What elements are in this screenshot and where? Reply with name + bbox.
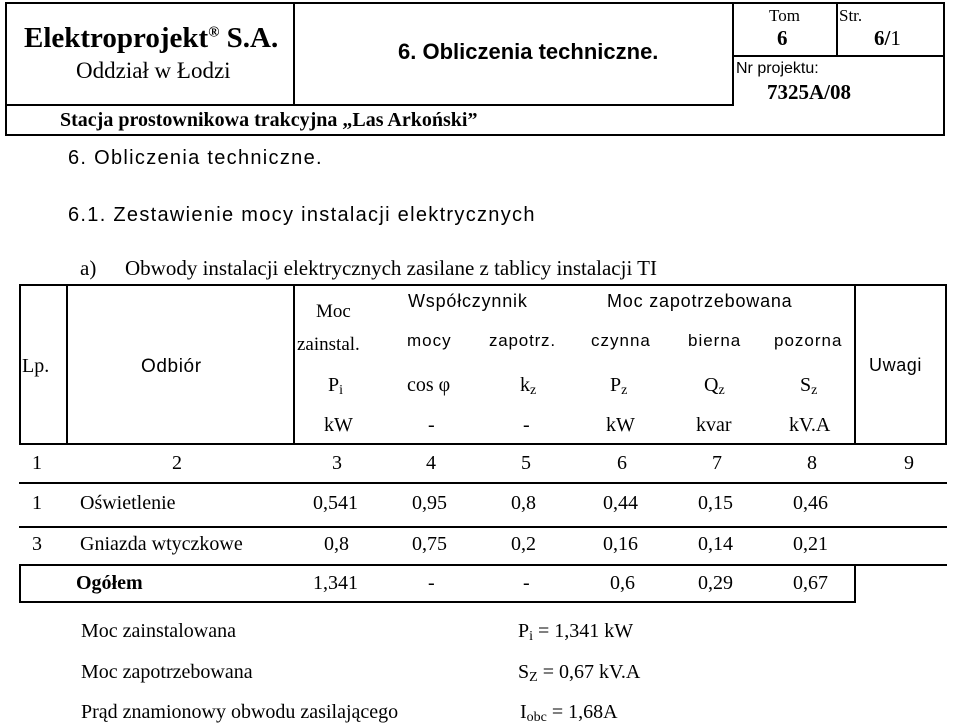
row-kz: 0,8 — [511, 492, 536, 514]
section-title: 6. Obliczenia techniczne. — [398, 39, 659, 64]
colnum-9: 9 — [904, 452, 914, 474]
colnum-2: 2 — [172, 452, 182, 474]
total-cos: - — [428, 572, 435, 594]
header-moc: Moc — [316, 301, 351, 322]
header-odbior: Odbiór — [141, 356, 202, 377]
unit-kva: kV.A — [789, 414, 831, 436]
header-moc-zapotrzebowana: Moc zapotrzebowana — [607, 291, 793, 311]
summary-label-installed: Moc zainstalowana — [81, 620, 236, 642]
row-pz: 0,16 — [603, 533, 638, 555]
total-qz: 0,29 — [698, 572, 733, 594]
symbol-qz: $Q_z$ — [704, 374, 725, 398]
symbol-pz: $P_z$ — [610, 374, 628, 398]
unit-kvar: kvar — [696, 414, 732, 436]
row-cos: 0,75 — [412, 533, 447, 555]
row-qz: 0,14 — [698, 533, 733, 555]
symbol-cosphi: cos φ — [407, 374, 451, 396]
summary-value-installed: $P_i = 1,341$ kW — [518, 620, 634, 644]
header-pozorna: pozorna — [774, 331, 843, 350]
total-label: Ogółem — [76, 572, 143, 594]
row-qz: 0,15 — [698, 492, 733, 514]
colnum-8: 8 — [807, 452, 817, 474]
project-number: 7325A/08 — [767, 80, 851, 104]
row-sz: 0,46 — [793, 492, 828, 514]
total-pi: 1,341 — [313, 572, 358, 594]
colnum-6: 6 — [617, 452, 627, 474]
total-pz: 0,6 — [610, 572, 635, 594]
unit-dash-cos: - — [428, 414, 435, 436]
row-pz: 0,44 — [603, 492, 638, 514]
company-name: Elektroprojekt® S.A. — [24, 22, 279, 54]
row-pi: 0,541 — [313, 492, 358, 514]
header-zapotrz: zapotrz. — [489, 331, 556, 350]
section-heading: 6. Obliczenia techniczne. — [68, 147, 323, 169]
row-lp: 3 — [32, 533, 42, 555]
list-item-text: Obwody instalacji elektrycznych zasilane z tablicy instalacji TI — [125, 256, 657, 280]
row-pi: 0,8 — [324, 533, 349, 555]
tom-label: Tom — [769, 6, 800, 25]
total-sz: 0,67 — [793, 572, 828, 594]
unit-kw: kW — [324, 414, 353, 436]
list-marker: a) — [80, 256, 97, 280]
summary-label-demand: Moc zapotrzebowana — [81, 661, 253, 683]
summary-label-current: Prąd znamionowy obwodu zasilającego — [81, 701, 399, 723]
header-zainstal: zainstal. — [297, 334, 360, 355]
colnum-1: 1 — [32, 452, 42, 474]
header-czynna: czynna — [591, 331, 651, 350]
header-wspolczynnik: Współczynnik — [408, 291, 528, 311]
station-name: Stacja prostownikowa trakcyjna „Las Arkoński” — [60, 109, 478, 131]
project-label: Nr projektu: — [736, 60, 819, 77]
branch-name: Oddział w Łodzi — [76, 58, 231, 83]
header-bierna: bierna — [688, 331, 742, 350]
row-cos: 0,95 — [412, 492, 447, 514]
row-name: Gniazda wtyczkowe — [80, 533, 243, 555]
header-lp: Lp. — [22, 355, 50, 377]
colnum-4: 4 — [426, 452, 436, 474]
header-uwagi: Uwagi — [869, 355, 923, 375]
row-lp: 1 — [32, 492, 42, 514]
unit-kw-p: kW — [606, 414, 635, 436]
row-name: Oświetlenie — [80, 492, 176, 514]
row-kz: 0,2 — [511, 533, 536, 555]
row-sz: 0,21 — [793, 533, 828, 555]
subsection-heading: 6.1. Zestawienie mocy instalacji elektrycznych — [68, 204, 536, 226]
tom-value: 6 — [777, 26, 788, 50]
summary-value-current: $I_{obc} = 1,68A$ — [520, 701, 618, 725]
symbol-kz: $k_z$ — [520, 374, 537, 398]
colnum-5: 5 — [521, 452, 531, 474]
str-value: 6/1 — [874, 26, 901, 50]
summary-value-demand: $S_Z = 0,67$ kV.A — [518, 661, 641, 685]
colnum-3: 3 — [332, 452, 342, 474]
total-kz: - — [523, 572, 530, 594]
str-label: Str. — [839, 6, 863, 25]
unit-dash-k: - — [523, 414, 530, 436]
colnum-7: 7 — [712, 452, 722, 474]
header-mocy: mocy — [407, 331, 452, 350]
symbol-sz: $S_z$ — [800, 374, 818, 398]
symbol-pi: $P_i$ — [328, 374, 344, 398]
